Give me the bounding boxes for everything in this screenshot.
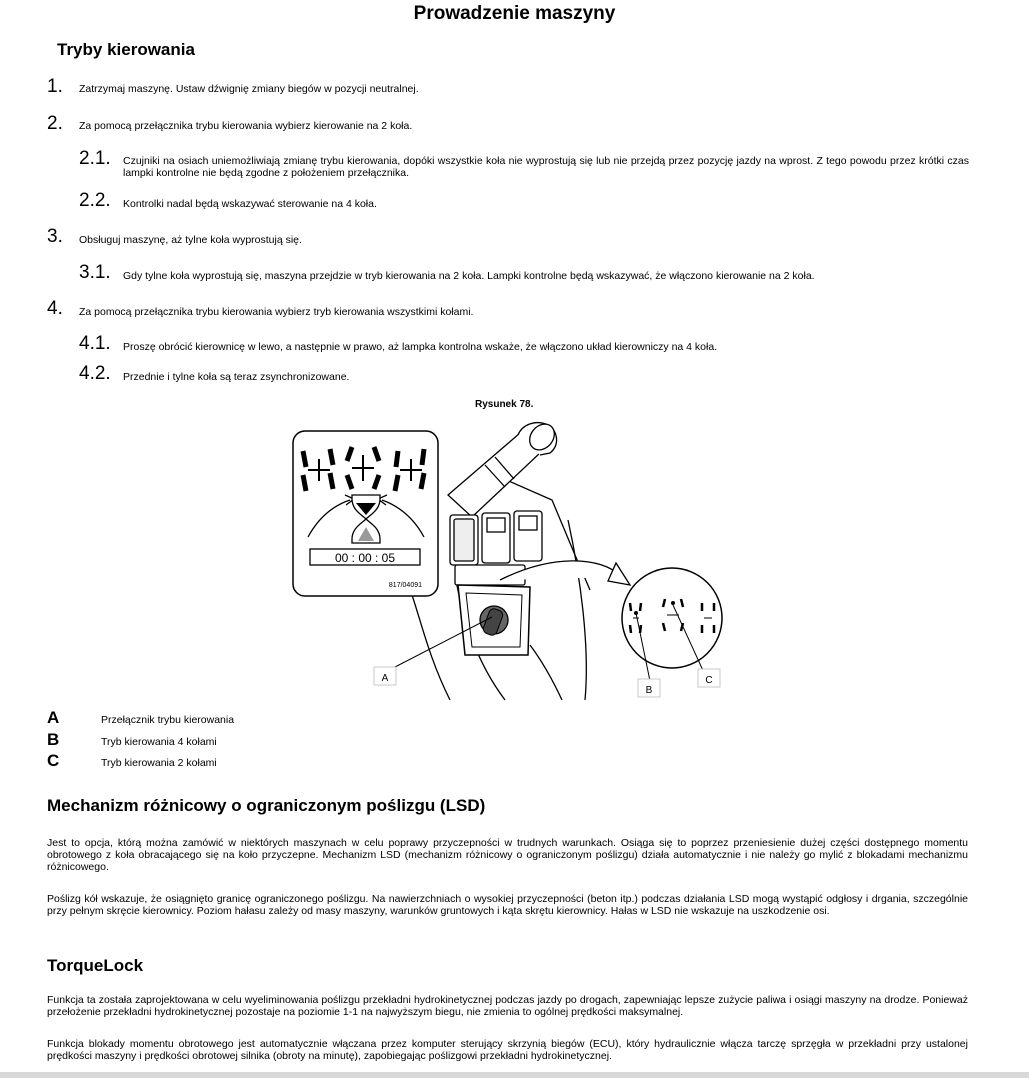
legend-text: Tryb kierowania 4 kołami [101,736,217,748]
legend-text: Tryb kierowania 2 kołami [101,757,217,769]
step-number: 1. [47,76,63,97]
step-number: 2. [47,113,63,134]
timer-readout: 00 : 00 : 05 [334,551,396,565]
legend-text: Przełącznik trybu kierowania [101,714,235,726]
step-text: Przednie i tylne koła są teraz zsynchronizowane. [123,371,350,383]
heading-torquelock: TorqueLock [47,956,144,975]
label-b: B [645,685,653,696]
lsd-paragraph: Jest to opcja, którą można zamówić w niektórych maszynach w celu poprawy przyczepności w trudnych warunkach. Osiąga się to poprzez przeniesienie dużej części dostępnego momentu obrotowego z koła obracającego się na koło przyczepne. Mechanizm LSD (mechanizm różnicowy o ograniczonym poślizgu) działa automatycznie i nie należy go mylić z blokadami mechanizmu różnicowego. [47,837,968,873]
step-text: Gdy tylne koła wyprostują się, maszyna przejdzie w tryb kierowania na 2 koła. Lampki kontrolne będą wskazywać, że włączono kierowanie na 2 koła. [123,270,815,282]
label-c: C [705,675,713,686]
page-bottom-edge [0,1072,1029,1078]
heading-steering-modes: Tryby kierowania [57,40,195,59]
step-number: 4.2. [79,363,111,384]
page-title: Prowadzenie maszyny [413,3,616,24]
figure-caption: Rysunek 78. [475,399,534,410]
step-text: Obsługuj maszynę, aż tylne koła wyprostują się. [79,234,302,246]
step-text: Zatrzymaj maszynę. Ustaw dźwignię zmiany biegów w pozycji neutralnej. [79,83,419,95]
legend-letter: B [47,730,60,749]
step-number: 3. [47,226,63,247]
torquelock-paragraph: Funkcja blokady momentu obrotowego jest automatycznie włączana przez komputer sterujący skrzynią biegów (ECU), który hydraulicznie włącza tarczę sprzęgła w przekładni przy ustalonej prędkości maszyny i prędkości obrotowej silnika (obroty na minutę), zapobiegając poślizgowi przekładni hydrokinetycznej. [47,1038,968,1062]
legend-letter: A [47,708,60,727]
step-text: Czujniki na osiach uniemożliwiają zmianę trybu kierowania, dopóki wszystkie koła nie wyprostują się lub nie przejdą przez pozycję jazdy na wprost. Z tego powodu przez krótki czas lampki kontrolne nie będą zgodne z położeniem przełącznika. [123,155,969,179]
step-number: 4.1. [79,333,111,354]
step-text: Kontrolki nadal będą wskazywać sterowanie na 4 koła. [123,198,377,210]
step-number: 3.1. [79,262,111,283]
step-text: Za pomocą przełącznika trybu kierowania wybierz tryb kierowania wszystkimi kołami. [79,306,474,318]
steering-display [293,431,438,596]
stalk-lever [448,419,559,517]
step-number: 4. [47,298,63,319]
heading-lsd: Mechanizm różnicowy o ograniczonym poślizgu (LSD) [47,796,486,815]
legend-letter: C [47,751,60,770]
step-text: Proszę obrócić kierownicę w lewo, a następnie w prawo, aż lampka kontrolna wskaże, że włączono układ kierowniczy na 4 koła. [123,341,718,353]
lsd-paragraph: Poślizg kół wskazuje, że osiągnięto granicę ograniczonego poślizgu. Na nawierzchniach o wysokiej przyczepności (beton itp.) podczas działania LSD mogą wystąpić odgłosy i drgania, szczególnie przy pełnym skręcie kierownicy. Poziom hałasu zależy od masy maszyny, warunków gruntowych i kąta skrętu kierownicy. Hałas w LSD nie wskazuje na uszkodzenie osi. [47,893,968,917]
torquelock-paragraph: Funkcja ta została zaprojektowana w celu wyeliminowania poślizgu przekładni hydrokinetycznej podczas jazdy po drogach, zapewniając lepsze zużycie paliwa i osiągi maszyny na drodze. Ponieważ przełożenie przekładni hydrokinetycznej pozostaje na poziomie 1-1 na najwyższym biegu, nie zmienia to ogólnej prędkości maksymalnej. [47,994,968,1018]
step-text: Za pomocą przełącznika trybu kierowania wybierz kierowanie na 2 koła. [79,120,413,132]
step-number: 2.2. [79,190,111,211]
step-number: 2.1. [79,148,111,169]
label-a: A [381,673,389,684]
steering-mode-figure [290,415,730,705]
rocker-switches [450,511,542,565]
drawing-code: 817/04091 [388,582,422,589]
